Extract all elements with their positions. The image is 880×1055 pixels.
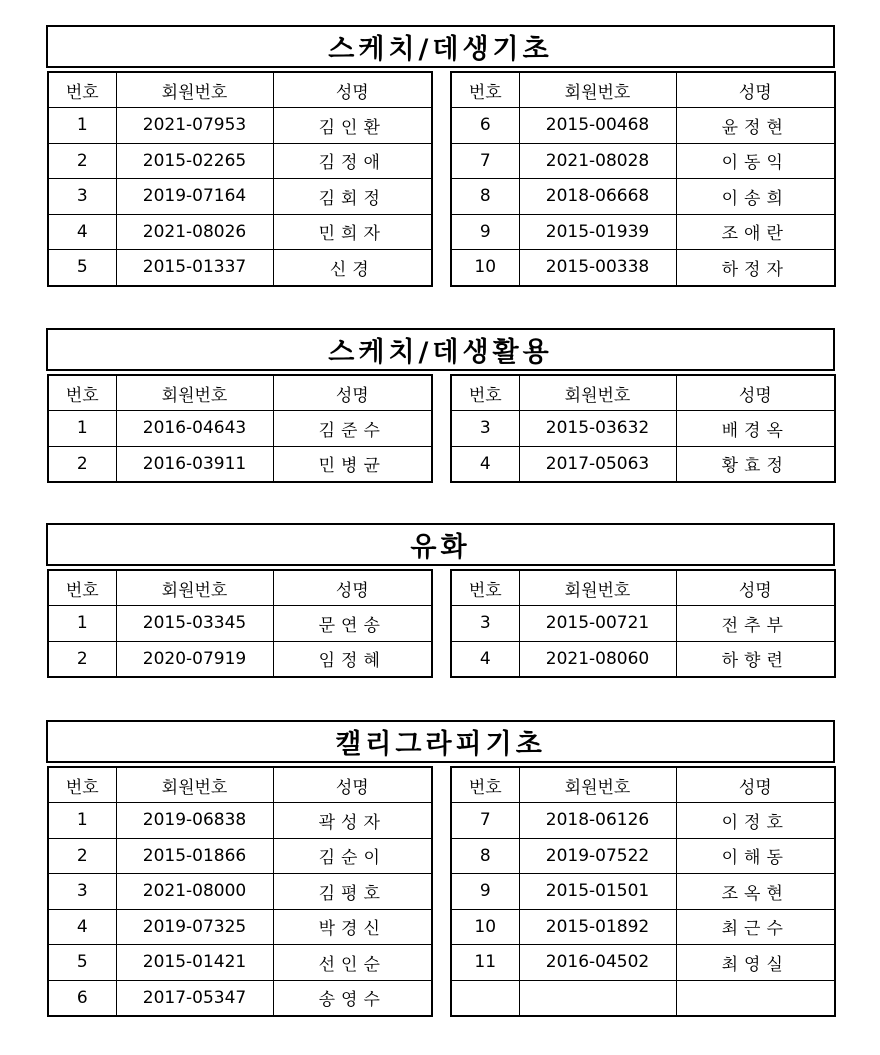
row-number: 6 xyxy=(451,108,519,144)
name-header: 성명 xyxy=(273,570,432,606)
member-name: 박경신 xyxy=(273,909,432,945)
member-id: 2019-06838 xyxy=(116,803,273,839)
name-header: 성명 xyxy=(676,570,835,606)
member-id: 2015-01866 xyxy=(116,838,273,874)
row-number: 10 xyxy=(451,909,519,945)
number-header: 번호 xyxy=(48,72,116,108)
row-number: 1 xyxy=(48,108,116,144)
row-number: 3 xyxy=(451,411,519,447)
course-title: 유화 xyxy=(46,523,835,566)
member-id: 2016-04643 xyxy=(116,411,273,447)
name-header: 성명 xyxy=(273,72,432,108)
right-roster-table xyxy=(450,569,836,678)
row-number: 4 xyxy=(48,909,116,945)
member-id: 2015-01421 xyxy=(116,945,273,981)
table-row xyxy=(451,250,835,286)
member-id: 2019-07522 xyxy=(519,838,676,874)
name-header: 성명 xyxy=(676,72,835,108)
row-number: 11 xyxy=(451,945,519,981)
name-header: 성명 xyxy=(273,375,432,411)
row-number xyxy=(451,980,519,1016)
row-number: 1 xyxy=(48,411,116,447)
member-name: 민병균 xyxy=(273,446,432,482)
header-row xyxy=(451,767,835,803)
table-row xyxy=(48,803,432,839)
table-row xyxy=(451,214,835,250)
table-row xyxy=(48,108,432,144)
row-number: 7 xyxy=(451,143,519,179)
member-name: 송영수 xyxy=(273,980,432,1016)
member-name: 하정자 xyxy=(676,250,835,286)
member-id: 2015-01501 xyxy=(519,874,676,910)
table-row xyxy=(48,250,432,286)
member-id: 2017-05347 xyxy=(116,980,273,1016)
row-number: 6 xyxy=(48,980,116,1016)
row-number: 4 xyxy=(451,446,519,482)
row-number: 4 xyxy=(48,214,116,250)
row-number: 8 xyxy=(451,838,519,874)
left-roster-table xyxy=(47,71,433,287)
member-name: 신경 xyxy=(273,250,432,286)
member-id-header: 회원번호 xyxy=(116,72,273,108)
number-header: 번호 xyxy=(48,570,116,606)
member-name: 김평호 xyxy=(273,874,432,910)
member-id: 2021-08000 xyxy=(116,874,273,910)
header-row xyxy=(48,72,432,108)
table-row xyxy=(451,143,835,179)
member-id: 2019-07164 xyxy=(116,179,273,215)
member-id: 2018-06668 xyxy=(519,179,676,215)
table-row xyxy=(451,874,835,910)
member-id-header: 회원번호 xyxy=(519,375,676,411)
right-roster-table xyxy=(450,766,836,1017)
course-title: 스케치/데생기초 xyxy=(46,25,835,68)
row-number: 2 xyxy=(48,641,116,677)
member-id-header: 회원번호 xyxy=(116,767,273,803)
member-name: 이동익 xyxy=(676,143,835,179)
header-row xyxy=(48,375,432,411)
number-header: 번호 xyxy=(48,375,116,411)
table-row xyxy=(451,945,835,981)
member-id: 2015-00338 xyxy=(519,250,676,286)
member-id-header: 회원번호 xyxy=(519,767,676,803)
row-number: 2 xyxy=(48,446,116,482)
number-header: 번호 xyxy=(451,570,519,606)
member-name: 김정애 xyxy=(273,143,432,179)
table-row xyxy=(451,179,835,215)
right-roster-table xyxy=(450,71,836,287)
member-id: 2021-08028 xyxy=(519,143,676,179)
member-name: 전추부 xyxy=(676,606,835,642)
table-row xyxy=(451,838,835,874)
name-header: 성명 xyxy=(676,767,835,803)
row-number: 1 xyxy=(48,803,116,839)
member-id: 2015-03632 xyxy=(519,411,676,447)
member-name xyxy=(676,980,835,1016)
member-name: 조애란 xyxy=(676,214,835,250)
member-id: 2015-03345 xyxy=(116,606,273,642)
table-row xyxy=(451,411,835,447)
member-name: 최영실 xyxy=(676,945,835,981)
member-id: 2021-08060 xyxy=(519,641,676,677)
row-number: 4 xyxy=(451,641,519,677)
header-row xyxy=(48,767,432,803)
table-row xyxy=(48,838,432,874)
member-name: 이정호 xyxy=(676,803,835,839)
member-id xyxy=(519,980,676,1016)
table-row xyxy=(48,945,432,981)
table-row xyxy=(48,411,432,447)
member-id: 2019-07325 xyxy=(116,909,273,945)
row-number: 10 xyxy=(451,250,519,286)
member-name: 김순이 xyxy=(273,838,432,874)
course-section xyxy=(46,720,835,1011)
header-row xyxy=(451,570,835,606)
member-name: 곽성자 xyxy=(273,803,432,839)
row-number: 9 xyxy=(451,874,519,910)
row-number: 3 xyxy=(48,874,116,910)
header-row xyxy=(451,72,835,108)
course-title: 캘리그라피기초 xyxy=(46,720,835,763)
table-row xyxy=(48,874,432,910)
course-title: 스케치/데생활용 xyxy=(46,328,835,371)
member-name: 황효정 xyxy=(676,446,835,482)
table-row xyxy=(451,641,835,677)
member-name: 조옥현 xyxy=(676,874,835,910)
number-header: 번호 xyxy=(48,767,116,803)
member-name: 김준수 xyxy=(273,411,432,447)
member-id: 2016-04502 xyxy=(519,945,676,981)
table-row xyxy=(48,980,432,1016)
member-name: 김인환 xyxy=(273,108,432,144)
row-number: 5 xyxy=(48,945,116,981)
row-number: 8 xyxy=(451,179,519,215)
member-id: 2018-06126 xyxy=(519,803,676,839)
table-row xyxy=(451,980,835,1016)
table-row xyxy=(48,909,432,945)
member-id: 2015-00721 xyxy=(519,606,676,642)
table-row xyxy=(48,641,432,677)
header-row xyxy=(451,375,835,411)
member-id-header: 회원번호 xyxy=(116,570,273,606)
member-id-header: 회원번호 xyxy=(519,72,676,108)
table-row xyxy=(48,143,432,179)
member-name: 하향련 xyxy=(676,641,835,677)
number-header: 번호 xyxy=(451,72,519,108)
member-name: 이해동 xyxy=(676,838,835,874)
member-name: 김회정 xyxy=(273,179,432,215)
member-id: 2017-05063 xyxy=(519,446,676,482)
member-name: 민희자 xyxy=(273,214,432,250)
row-number: 3 xyxy=(451,606,519,642)
table-row xyxy=(451,803,835,839)
name-header: 성명 xyxy=(676,375,835,411)
member-id-header: 회원번호 xyxy=(116,375,273,411)
member-name: 윤정현 xyxy=(676,108,835,144)
table-row xyxy=(48,606,432,642)
right-roster-table xyxy=(450,374,836,483)
member-id: 2021-08026 xyxy=(116,214,273,250)
member-id: 2021-07953 xyxy=(116,108,273,144)
member-id: 2015-02265 xyxy=(116,143,273,179)
row-number: 2 xyxy=(48,838,116,874)
member-id: 2015-01939 xyxy=(519,214,676,250)
course-section xyxy=(46,328,835,477)
row-number: 1 xyxy=(48,606,116,642)
table-row xyxy=(48,179,432,215)
course-section xyxy=(46,25,835,280)
table-row xyxy=(451,108,835,144)
member-id: 2015-00468 xyxy=(519,108,676,144)
member-name: 최근수 xyxy=(676,909,835,945)
table-row xyxy=(48,214,432,250)
row-number: 2 xyxy=(48,143,116,179)
member-id: 2016-03911 xyxy=(116,446,273,482)
course-section xyxy=(46,523,835,672)
table-row xyxy=(451,446,835,482)
row-number: 9 xyxy=(451,214,519,250)
member-name: 선인순 xyxy=(273,945,432,981)
member-name: 배경옥 xyxy=(676,411,835,447)
number-header: 번호 xyxy=(451,375,519,411)
left-roster-table xyxy=(47,766,433,1017)
table-row xyxy=(451,909,835,945)
member-id: 2020-07919 xyxy=(116,641,273,677)
member-name: 이송희 xyxy=(676,179,835,215)
member-id-header: 회원번호 xyxy=(519,570,676,606)
member-id: 2015-01337 xyxy=(116,250,273,286)
table-row xyxy=(48,446,432,482)
member-id: 2015-01892 xyxy=(519,909,676,945)
left-roster-table xyxy=(47,374,433,483)
table-row xyxy=(451,606,835,642)
number-header: 번호 xyxy=(451,767,519,803)
member-name: 문연송 xyxy=(273,606,432,642)
row-number: 3 xyxy=(48,179,116,215)
left-roster-table xyxy=(47,569,433,678)
member-name: 임정혜 xyxy=(273,641,432,677)
row-number: 7 xyxy=(451,803,519,839)
row-number: 5 xyxy=(48,250,116,286)
name-header: 성명 xyxy=(273,767,432,803)
header-row xyxy=(48,570,432,606)
